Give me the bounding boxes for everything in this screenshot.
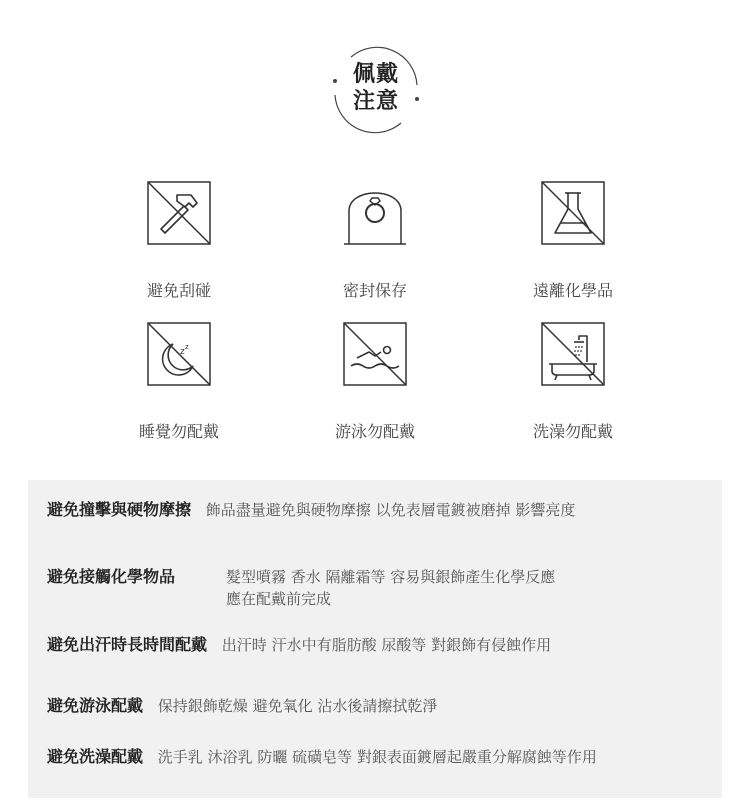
svg-text:z: z: [180, 347, 185, 357]
note-item: [47, 696, 437, 716]
note-item: [47, 747, 597, 767]
note-desc: 洗手乳 沐浴乳 防曬 硫磺皂等 對銀表面鍍層起嚴重分解腐蝕等作用: [157, 748, 597, 766]
note-desc: 飾品盡量避免與硬物摩擦 以免表層電鍍被磨掉 影響亮度: [205, 501, 576, 519]
header-badge: [331, 45, 421, 135]
swim-icon: [343, 322, 407, 386]
flask-icon: [541, 181, 605, 245]
icon-label: 睡覺勿配戴: [138, 422, 219, 441]
icon-label: 密封保存: [342, 281, 407, 300]
note-item: [47, 500, 575, 520]
icon-label: 洗澡勿配戴: [532, 422, 613, 441]
bath-icon: [541, 322, 605, 386]
title-line-1: 佩戴: [352, 62, 399, 87]
note-title: 避免出汗時長時間配戴: [47, 635, 208, 654]
hammer-icon: [147, 181, 211, 245]
icon-label: 遠離化學品: [532, 281, 613, 300]
note-desc: 出汗時 汗水中有脂肪酸 尿酸等 對銀飾有侵蝕作用: [221, 636, 552, 654]
note-title: 避免接觸化學物品: [47, 567, 176, 586]
note-item: [47, 635, 551, 655]
icon-label: 游泳勿配戴: [334, 422, 415, 441]
ring-box-icon: [343, 181, 407, 245]
note-desc-line-2: 應在配戴前完成: [226, 590, 332, 608]
title-line-2: 注意: [352, 89, 399, 114]
note-item: [47, 567, 175, 587]
svg-text:z: z: [185, 343, 189, 351]
note-desc: 髮型噴霧 香水 隔離霜等 容易與銀飾產生化學反應: [226, 568, 556, 586]
note-title: 避免撞擊與硬物摩擦: [47, 500, 192, 519]
note-title: 避免洗澡配戴: [47, 747, 144, 766]
page-title: [331, 61, 421, 115]
note-title: 避免游泳配戴: [47, 696, 144, 715]
note-desc: 保持銀飾乾燥 避免氧化 沾水後請擦拭乾淨: [157, 697, 438, 715]
sleep-icon: [147, 322, 211, 386]
icon-label: 避免刮碰: [146, 281, 211, 300]
